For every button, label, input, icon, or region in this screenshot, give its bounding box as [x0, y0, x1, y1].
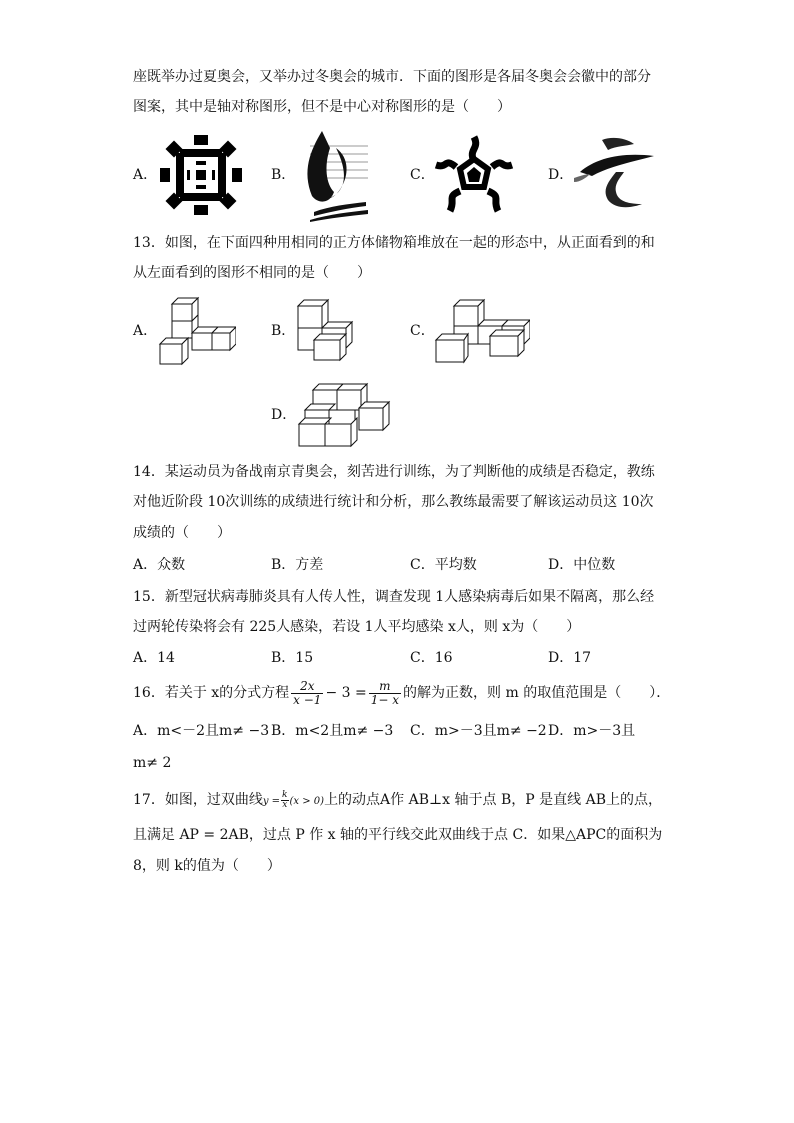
q13-option-d-label: D． — [271, 407, 297, 423]
star-snowflake-emblem-icon — [432, 133, 516, 217]
q13-option-a-label: A． — [133, 323, 158, 339]
cube-stack-b-figure — [296, 298, 358, 364]
q15-line1: 15．新型冠状病毒肺炎具有人传人性，调查发现 1人感染病毒后如果不隔离，那么经 — [133, 589, 655, 605]
q17-line2: 且满足 AP = 2AB，过点 P 作 x 轴的平行线交此双曲线于点 C．如果△APC的面积为 — [133, 827, 663, 843]
q17-prefix: 17．如图，过双曲线 — [133, 792, 263, 808]
q14-line1: 14．某运动员为备战南京青奥会，刻苦进行训练，为了判断他的成绩是否稳定，教练 — [133, 464, 655, 480]
q17-frac-denominator: x — [282, 799, 288, 810]
q17-y-eq: y = — [262, 796, 281, 807]
q17-condition: (x > 0) — [289, 796, 325, 807]
q16-option-d: D．m>－3且 — [548, 723, 636, 739]
q16-frac1-numerator: 2x — [291, 680, 323, 694]
q15-option-a: A．14 — [133, 650, 175, 666]
snowflake-emblem-icon — [160, 135, 242, 215]
q12-option-b-label: B． — [271, 167, 296, 183]
q12-line1: 座既举办过夏奥会，又举办过冬奥会的城市．下面的图形是各届冬奥会会徽中的部分 — [133, 69, 651, 85]
q16-suffix: 的解为正数，则 m 的取值范围是（ ）． — [403, 685, 671, 701]
cube-stack-d-figure — [297, 380, 391, 448]
q14-option-d: D．中位数 — [548, 557, 616, 573]
q14-option-b: B．方差 — [271, 557, 324, 573]
q16-frac2-numerator: m — [369, 680, 401, 694]
q17-fraction — [281, 791, 288, 810]
q16-middle: − 3 = — [325, 685, 367, 701]
q17-frac-numerator: k — [282, 789, 288, 800]
q17-line3: 8，则 k的值为（ ） — [133, 858, 281, 874]
q15-line2: 过两轮传染将会有 225人感染，若设 1人平均感染 x人，则 x为（ ） — [133, 619, 581, 635]
cube-stack-c-figure — [434, 296, 530, 366]
q16-fraction-2 — [369, 680, 401, 707]
q16-option-a: A．m<－2且m≠ −3 — [133, 723, 270, 739]
q16-option-b: B．m<2且m≠ −3 — [271, 723, 394, 739]
q13-line1: 13．如图，在下面四种用相同的正方体储物箱堆放在一起的形态中，从正面看到的和 — [133, 235, 655, 251]
q13-option-c-label: C． — [410, 323, 435, 339]
q16-frac1-denominator: x −1 — [293, 692, 322, 707]
q14-line2: 对他近阶段 10次训练的成绩进行统计和分析，那么教练最需要了解该运动员这 10次 — [133, 494, 654, 510]
cube-stack-a-figure — [158, 296, 236, 368]
q16-fraction-1 — [291, 680, 323, 707]
q16-option-c: C．m>－3且m≠ −2 — [410, 723, 547, 739]
q14-option-a: A．众数 — [133, 557, 186, 573]
q15-option-d: D．17 — [548, 650, 592, 666]
q12-option-c-label: C． — [410, 167, 435, 183]
q15-option-b: B．15 — [271, 650, 314, 666]
q13-option-b-label: B． — [271, 323, 296, 339]
q16-line1 — [133, 678, 670, 708]
flame-emblem-icon — [300, 126, 370, 222]
brush-stroke-emblem-icon — [572, 130, 656, 216]
q16-option-d-continued: m≠ 2 — [133, 755, 172, 771]
q15-option-c: C．16 — [410, 650, 453, 666]
q14-line3: 成绩的（ ） — [133, 525, 231, 541]
q17-line1 — [133, 786, 662, 816]
q17-part2: 上的动点A作 AB⊥x 轴于点 B，P 是直线 AB上的点， — [324, 792, 662, 808]
q16-prefix: 16．若关于 x的分式方程 — [133, 685, 290, 701]
q14-option-c: C．平均数 — [410, 557, 477, 573]
q13-line2: 从左面看到的图形不相同的是（ ） — [133, 265, 371, 281]
q12-option-d-label: D． — [548, 167, 574, 183]
q12-line2: 图案，其中是轴对称图形，但不是中心对称图形的是（ ） — [133, 99, 511, 115]
q16-frac2-denominator: 1− x — [370, 692, 400, 707]
q12-option-a-label: A． — [133, 167, 158, 183]
